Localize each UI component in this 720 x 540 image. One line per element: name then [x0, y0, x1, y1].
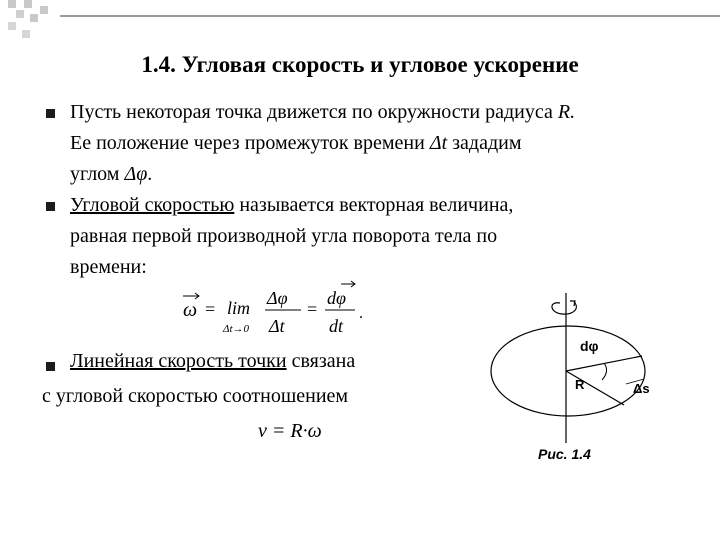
- bullet-3-line-1: Линейная скорость точки связана: [70, 350, 356, 372]
- corner-decoration: [0, 0, 60, 48]
- slide-title: 1.4. Угловая скорость и угловое ускорение: [141, 52, 579, 77]
- rotation-arrow-icon: [552, 302, 576, 314]
- bullet-1-line-1: Пусть некоторая точка движется по окружности радиуса R.: [70, 101, 576, 123]
- formula-omega: ω: [183, 299, 198, 321]
- bullet-marker: [46, 109, 55, 118]
- angular-velocity-formula: [175, 280, 375, 340]
- label-ds: Δs: [633, 381, 650, 396]
- formula-equals-2: =: [307, 299, 318, 319]
- bullet-1-text: [70, 97, 710, 190]
- term-angular-velocity: Угловой скоростью: [70, 194, 235, 216]
- bullet-marker: [46, 202, 55, 211]
- velocity-relation: v = R·ω: [258, 420, 322, 442]
- figure-caption: Рис. 1.4: [538, 446, 591, 462]
- header-rule: [60, 15, 720, 17]
- bullet-2-line-1: Угловой скоростью называется векторная величина,: [70, 194, 514, 216]
- formula-lim: lim: [227, 298, 251, 318]
- bullet-2-line-3: времени:: [70, 256, 147, 278]
- bullet-2-text: [70, 190, 710, 283]
- formula-den-1: Δt: [269, 316, 285, 336]
- rotation-diagram: [490, 283, 670, 473]
- angle-arc: [602, 363, 607, 380]
- bullet-3-line-2: с угловой скоростью соотношением: [42, 385, 349, 407]
- term-linear-velocity: Линейная скорость точки: [70, 350, 287, 372]
- formula-num-1: Δφ: [267, 288, 288, 308]
- bullet-2-line-2: равная первой производной угла поворота тела по: [70, 225, 498, 247]
- label-dphi: dφ: [580, 338, 599, 354]
- formula-limit-sub: Δt→0: [223, 323, 250, 335]
- formula-period: .: [359, 305, 363, 322]
- bullet-1-line-2: Ее положение через промежуток времени Δt зададим: [70, 132, 522, 154]
- formula-num-2: dφ: [327, 288, 346, 308]
- bullet-marker: [46, 362, 55, 371]
- formula-den-2: dt: [329, 316, 344, 336]
- bullet-1-line-3: углом Δφ.: [70, 163, 153, 185]
- formula-equals-1: =: [205, 299, 216, 319]
- label-r: R: [575, 377, 585, 392]
